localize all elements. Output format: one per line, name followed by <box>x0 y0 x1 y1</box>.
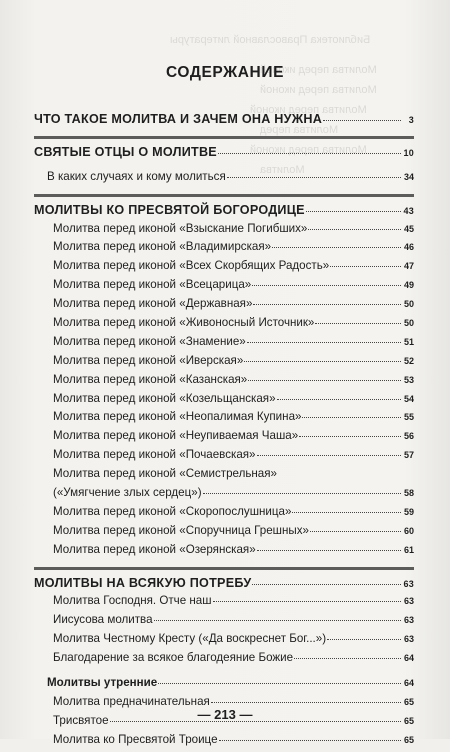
toc-item <box>34 240 414 259</box>
toc-entry-text: Молитва перед иконой «Почаевская» <box>53 448 256 462</box>
toc-section <box>34 576 414 595</box>
toc-item <box>34 297 414 316</box>
toc-entry-text: Молитва перед иконой «Знамение» <box>53 334 246 348</box>
dot-leader <box>247 342 401 343</box>
toc-page-number: 55 <box>403 412 414 423</box>
dot-leader <box>219 740 401 741</box>
toc-page-number: 65 <box>403 696 414 707</box>
toc-entry-text: Молитва перед иконой «Казанская» <box>53 372 248 386</box>
toc-item <box>34 392 414 411</box>
toc-item <box>34 259 414 278</box>
toc-entry-text: СВЯТЫЕ ОТЦЫ О МОЛИТВЕ <box>34 144 217 159</box>
dot-leader <box>211 702 401 703</box>
toc-entry-text: В каких случаях и кому молиться <box>47 169 226 183</box>
dot-leader <box>213 601 401 602</box>
toc-page-number: 52 <box>403 355 414 366</box>
toc-entry-text: Молитва предначинательная <box>53 694 210 708</box>
toc-entry-text: Молитва перед иконой «Озерянская» <box>53 542 256 556</box>
toc-entry-text: ЧТО ТАКОЕ МОЛИТВА И ЗАЧЕМ ОНА НУЖНА <box>34 112 323 126</box>
dot-leader <box>272 247 401 248</box>
toc-item <box>34 505 414 524</box>
toc-entry-text: Молитва перед иконой «Владимирская» <box>53 240 272 254</box>
toc-item <box>34 410 414 429</box>
dot-leader <box>158 683 401 684</box>
toc-item <box>34 467 414 486</box>
toc-page-number: 56 <box>403 431 414 442</box>
toc-item <box>34 335 414 354</box>
toc-section <box>34 112 414 131</box>
dot-leader <box>203 493 401 494</box>
toc-item <box>34 733 414 752</box>
dot-leader <box>257 455 402 456</box>
dot-leader <box>248 380 401 381</box>
section-divider <box>34 194 414 197</box>
toc-entry-text: Молитва Господня. Отче наш <box>53 594 212 608</box>
toc-entry-text: Молитвы утренние <box>47 676 158 690</box>
toc-page-number: 54 <box>403 393 414 404</box>
toc-page-number: 63 <box>403 578 414 589</box>
toc-entry-text: Молитва перед иконой «Споручница Грешных» <box>53 523 309 537</box>
toc-entry-text: («Умягчение злых сердец») <box>53 486 202 500</box>
toc-section <box>34 145 414 164</box>
toc-entry-text: Молитва перед иконой «Козельщанская» <box>53 391 276 405</box>
toc-page-number: 43 <box>403 205 414 216</box>
toc-entry-text: Молитва Честному Кресту («Да воскреснет Бог...») <box>53 632 327 646</box>
toc-page-number: 50 <box>403 318 414 329</box>
dot-leader <box>252 285 401 286</box>
dot-leader <box>218 153 401 154</box>
bleed-through-text: Библиотека Православной литературы Молитва перед иконой Молитва перед иконой Молитва перед иконой Молитва перед Молитва перед иконой Молитва <box>170 34 377 176</box>
dot-leader <box>277 399 401 400</box>
page-title: СОДЕРЖАНИЕ <box>165 64 285 81</box>
dot-leader <box>252 584 401 585</box>
toc-page-number: 64 <box>403 653 414 664</box>
toc-item <box>34 651 414 670</box>
toc-entry-text: Молитва перед иконой «Живоносный Источник» <box>53 316 315 330</box>
toc-page-number: 46 <box>403 242 414 253</box>
toc-page-number: 63 <box>403 615 414 626</box>
dot-leader <box>308 229 401 230</box>
toc-page-number: 65 <box>403 715 414 726</box>
toc-entry-text: Молитва перед иконой «Иверская» <box>53 353 244 367</box>
table-of-contents <box>34 112 414 752</box>
section-divider <box>34 567 414 570</box>
dot-leader <box>244 361 401 362</box>
toc-section <box>34 203 414 222</box>
toc-page-number: 63 <box>403 634 414 645</box>
toc-item <box>34 448 414 467</box>
toc-entry-text: МОЛИТВЫ КО ПРЕСВЯТОЙ БОГОРОДИЦЕ <box>34 202 305 217</box>
dot-leader <box>306 211 401 212</box>
toc-entry-text: Молитва ко Пресвятой Троице <box>53 732 218 746</box>
toc-entry-text: Молитва перед иконой «Семистрельная» <box>53 467 277 481</box>
dot-leader <box>330 266 401 267</box>
dot-leader <box>299 436 401 437</box>
dot-leader <box>302 417 401 418</box>
section-divider <box>34 136 414 139</box>
toc-entry-text: Молитва перед иконой «Взыскание Погибших» <box>53 221 308 235</box>
toc-item <box>34 278 414 297</box>
toc-entry-text: Молитва перед иконой «Неупиваемая Чаша» <box>53 429 299 443</box>
toc-entry-text: Молитва перед иконой «Державная» <box>53 297 253 311</box>
toc-entry-text: Трисвятое <box>53 713 109 727</box>
toc-item <box>34 373 414 392</box>
toc-page-number: 10 <box>403 147 414 158</box>
toc-item <box>34 354 414 373</box>
toc-item <box>34 613 414 632</box>
toc-page-number: 59 <box>403 506 414 517</box>
toc-page-number: 65 <box>403 734 414 745</box>
toc-page-number: 57 <box>403 450 414 461</box>
toc-item-continuation <box>34 486 414 505</box>
dot-leader <box>292 512 401 513</box>
toc-item <box>34 429 414 448</box>
dot-leader <box>323 120 401 121</box>
toc-page-number: 34 <box>403 171 414 182</box>
toc-page-number: 47 <box>403 261 414 272</box>
dot-leader <box>315 323 401 324</box>
toc-page-number: 58 <box>403 488 414 499</box>
dot-leader <box>253 304 401 305</box>
toc-item <box>34 316 414 335</box>
toc-item <box>34 594 414 613</box>
toc-entry-text: Молитва перед иконой «Неопалимая Купина» <box>53 410 302 424</box>
dot-leader <box>327 639 401 640</box>
toc-item <box>34 632 414 651</box>
toc-page-number: 63 <box>403 596 414 607</box>
toc-item <box>34 222 414 241</box>
dot-leader <box>227 177 401 178</box>
dot-leader <box>310 531 401 532</box>
toc-entry-text: МОЛИТВЫ НА ВСЯКУЮ ПОТРЕБУ <box>34 575 252 590</box>
toc-entry-text: Иисусова молитва <box>53 613 153 627</box>
toc-entry-text: Молитва перед иконой «Скоропослушница» <box>53 504 292 518</box>
toc-page-number: 60 <box>403 525 414 536</box>
toc-page-number: 3 <box>408 115 414 125</box>
toc-entry-text: Молитва перед иконой «Всех Скорбящих Радость» <box>53 259 330 273</box>
toc-page-number: 64 <box>403 678 414 689</box>
toc-page-number: 51 <box>403 336 414 347</box>
page-number-footer: — 213 — <box>197 707 253 722</box>
toc-item <box>34 524 414 543</box>
dot-leader <box>257 550 401 551</box>
toc-entry-text: Благодарение за всякое благодеяние Божие <box>53 651 294 665</box>
dot-leader <box>154 620 401 621</box>
toc-item <box>34 543 414 562</box>
dot-leader <box>294 658 401 659</box>
toc-page-number: 49 <box>403 280 414 291</box>
toc-subsection <box>34 676 414 695</box>
toc-page-number: 53 <box>403 374 414 385</box>
toc-subentry <box>34 170 414 189</box>
toc-page-number: 61 <box>403 544 414 555</box>
toc-page-number: 50 <box>403 299 414 310</box>
toc-entry-text: Молитва перед иконой «Всецарица» <box>53 278 252 292</box>
toc-page-number: 45 <box>403 223 414 234</box>
